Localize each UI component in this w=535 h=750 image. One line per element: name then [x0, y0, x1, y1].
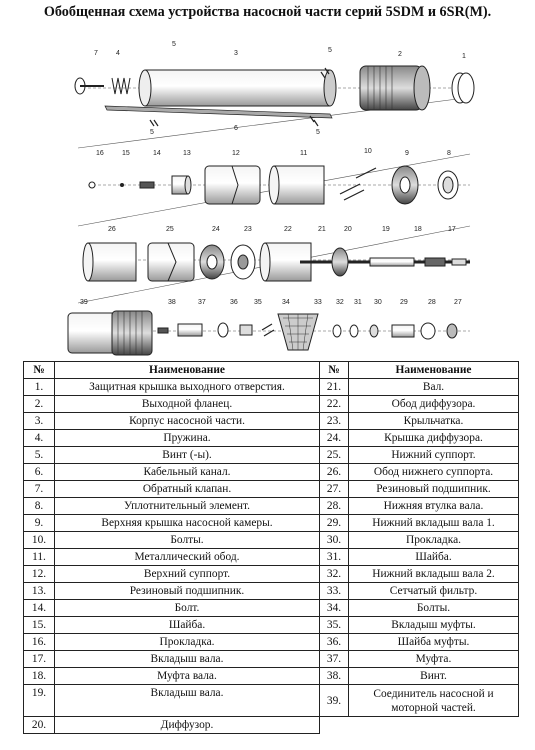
callout-label: 22 [284, 226, 292, 233]
callout-label: 17 [448, 226, 456, 233]
pump-body-part [139, 70, 336, 106]
part-name: Обод диффузора. [349, 396, 519, 413]
callout-label: 4 [116, 50, 120, 57]
part-name: Болт. [55, 600, 320, 617]
part-name: Нижний вкладыш вала 2. [349, 566, 519, 583]
bolts-10-part [340, 168, 376, 200]
part-name: Шайба. [55, 617, 320, 634]
callout-label: 27 [454, 299, 462, 306]
part-number: 12. [24, 566, 55, 583]
callout-label: 5 [328, 47, 332, 54]
table-row [24, 379, 519, 396]
part-name: Кабельный канал. [55, 464, 320, 481]
part-number: 32. [320, 566, 349, 583]
part-name: Корпус насосной части. [55, 413, 320, 430]
bolt-part [140, 182, 154, 188]
screw-part [158, 328, 168, 333]
callout-label: 5 [316, 129, 320, 136]
part-name: Обратный клапан. [55, 481, 320, 498]
callout-label: 2 [398, 51, 402, 58]
part-number: 21. [320, 379, 349, 396]
callout-label: 1 [462, 53, 466, 60]
callout-label: 32 [336, 299, 344, 306]
part-name: Металлический обод. [55, 549, 320, 566]
callout-label: 19 [382, 226, 390, 233]
lower-support-part [148, 243, 194, 281]
callout-label: 7 [94, 50, 98, 57]
part-name: Верхняя крышка насосной камеры. [55, 515, 320, 532]
row-3-parts [83, 243, 470, 281]
part-number: 9. [24, 515, 55, 532]
part-name: Муфта. [349, 651, 519, 668]
callout-label: 11 [300, 150, 308, 157]
part-name: Крышка диффузора. [349, 430, 519, 447]
part-number: 18. [24, 668, 55, 685]
callout-label: 8 [447, 150, 451, 157]
table-row [24, 396, 519, 413]
callout-label: 6 [234, 125, 238, 132]
table-row [24, 634, 519, 651]
part-number: 26. [320, 464, 349, 481]
part-number: 23. [320, 413, 349, 430]
part-number: 3. [24, 413, 55, 430]
part-number: 1. [24, 379, 55, 396]
part-number: 15. [24, 617, 55, 634]
callout-label: 23 [244, 226, 252, 233]
callout-label: 28 [428, 299, 436, 306]
part-name: Крыльчатка. [349, 413, 519, 430]
seal-element-part [438, 171, 458, 199]
callout-label: 9 [405, 150, 409, 157]
part-name: Прокладка. [55, 634, 320, 651]
table-row [24, 583, 519, 600]
part-number: 13. [24, 583, 55, 600]
mesh-filter-part [278, 314, 318, 350]
part-number: 28. [320, 498, 349, 515]
part-number: 35. [320, 617, 349, 634]
table-row [24, 532, 519, 549]
callout-label: 25 [166, 226, 174, 233]
part-number: 37. [320, 651, 349, 668]
table-row [24, 498, 519, 515]
lower-liner-1-part [392, 325, 414, 337]
connector-part [68, 311, 152, 355]
part-name: Вкладыш вала. [55, 685, 320, 717]
table-row [24, 651, 519, 668]
part-name: Шайба. [349, 549, 519, 566]
column-header: Наименование [55, 362, 320, 379]
protective-cap-part [452, 73, 474, 103]
coupling-part [178, 324, 202, 336]
diffuser-cap-part [200, 245, 224, 279]
part-number: 27. [320, 481, 349, 498]
empty-cell [320, 717, 519, 734]
callout-label: 14 [153, 150, 161, 157]
part-name: Нижний суппорт. [349, 447, 519, 464]
callout-label: 33 [314, 299, 322, 306]
part-name: Верхний суппорт. [55, 566, 320, 583]
shaft-insert-part [452, 259, 466, 265]
page-title: Обобщенная схема устройства насосной части серий 5SDM и 6SR(M). [43, 4, 492, 20]
callout-label: 20 [344, 226, 352, 233]
gasket-30-part [370, 325, 378, 337]
lower-liner-2-part [333, 325, 341, 337]
diffuser-part [332, 248, 348, 276]
part-number: 25. [320, 447, 349, 464]
part-number: 6. [24, 464, 55, 481]
part-number: 19. [24, 685, 55, 717]
part-number: 10. [24, 532, 55, 549]
part-number: 24. [320, 430, 349, 447]
part-number: 20. [24, 717, 55, 734]
part-number: 7. [24, 481, 55, 498]
part-number: 33. [320, 583, 349, 600]
callout-label: 36 [230, 299, 238, 306]
metal-rim-part [269, 166, 324, 204]
part-name: Винт. [349, 668, 519, 685]
callout-label: 26 [108, 226, 116, 233]
part-name: Пружина. [55, 430, 320, 447]
part-name: Винт (-ы). [55, 447, 320, 464]
callout-label: 5 [172, 41, 176, 48]
part-name: Муфта вала. [55, 668, 320, 685]
part-number: 31. [320, 549, 349, 566]
rubber-bearing-part [172, 176, 191, 194]
part-name: Диффузор. [55, 717, 320, 734]
exploded-pump-diagram [0, 28, 535, 358]
part-name: Прокладка. [349, 532, 519, 549]
upper-support-part [205, 166, 260, 204]
callout-label: 24 [212, 226, 220, 233]
part-number: 29. [320, 515, 349, 532]
callout-label: 3 [234, 50, 238, 57]
callout-label: 31 [354, 299, 362, 306]
table-row [24, 464, 519, 481]
coupling-washer-part [218, 323, 228, 337]
part-number: 8. [24, 498, 55, 515]
table-row [24, 685, 519, 717]
check-valve-part [75, 78, 104, 94]
part-name: Вкладыш вала. [55, 651, 320, 668]
table-row [24, 617, 519, 634]
part-name: Соединитель насосной и моторной частей. [349, 685, 519, 717]
callout-label: 21 [318, 226, 326, 233]
part-name: Уплотнительный элемент. [55, 498, 320, 515]
part-name: Обод нижнего суппорта. [349, 464, 519, 481]
part-number: 39. [320, 685, 349, 717]
callout-label: 39 [80, 299, 88, 306]
part-name: Сетчатый фильтр. [349, 583, 519, 600]
callout-label: 29 [400, 299, 408, 306]
part-name: Шайба муфты. [349, 634, 519, 651]
part-number: 22. [320, 396, 349, 413]
part-name: Вал. [349, 379, 519, 396]
column-header: № [320, 362, 349, 379]
shaft-coupling-part [425, 258, 445, 266]
part-name: Болты. [349, 600, 519, 617]
part-number: 38. [320, 668, 349, 685]
washer-part [120, 183, 124, 187]
part-number: 30. [320, 532, 349, 549]
part-name: Нижняя втулка вала. [349, 498, 519, 515]
lower-support-rim-part [83, 243, 136, 281]
coupling-insert-part [240, 325, 252, 335]
callout-label: 38 [168, 299, 176, 306]
impeller-part [231, 245, 255, 279]
callout-label: 18 [414, 226, 422, 233]
part-number: 14. [24, 600, 55, 617]
callout-label: 30 [374, 299, 382, 306]
table-row [24, 549, 519, 566]
gasket-part [89, 182, 95, 188]
part-name: Защитная крышка выходного отверстия. [55, 379, 320, 396]
column-header: Наименование [349, 362, 519, 379]
lower-bushing-part [421, 323, 435, 339]
row-1-parts [75, 66, 474, 126]
part-number: 4. [24, 430, 55, 447]
part-number: 11. [24, 549, 55, 566]
table-row [24, 717, 519, 734]
callout-label: 13 [183, 150, 191, 157]
part-name: Болты. [55, 532, 320, 549]
column-header: № [24, 362, 55, 379]
table-row [24, 668, 519, 685]
table-row [24, 600, 519, 617]
spring-part [112, 78, 130, 94]
part-number: 17. [24, 651, 55, 668]
table-body [24, 379, 519, 734]
part-name: Выходной фланец. [55, 396, 320, 413]
table-row [24, 566, 519, 583]
outlet-flange-part [360, 66, 430, 110]
callout-label: 10 [364, 148, 372, 155]
bolts-34-part [262, 324, 274, 336]
washer-31-part [350, 325, 358, 337]
row-2-parts [89, 166, 458, 204]
cable-channel-part [105, 106, 332, 118]
part-number: 36. [320, 634, 349, 651]
callout-label: 5 [150, 129, 154, 136]
callout-label: 34 [282, 299, 290, 306]
part-name: Резиновый подшипник. [55, 583, 320, 600]
callout-label: 35 [254, 299, 262, 306]
table-row [24, 515, 519, 532]
top-cover-part [392, 166, 418, 204]
part-number: 16. [24, 634, 55, 651]
part-name: Нижний вкладыш вала 1. [349, 515, 519, 532]
callout-label: 16 [96, 150, 104, 157]
table-row [24, 447, 519, 464]
part-name: Вкладыш муфты. [349, 617, 519, 634]
table-row [24, 430, 519, 447]
table-row [24, 481, 519, 498]
part-name: Резиновый подшипник. [349, 481, 519, 498]
rubber-bearing-27-part [447, 324, 457, 338]
table-header-row [24, 362, 519, 379]
part-number: 2. [24, 396, 55, 413]
shaft-sleeve-part [370, 258, 414, 266]
callout-label: 15 [122, 150, 130, 157]
part-number: 5. [24, 447, 55, 464]
table-row [24, 413, 519, 430]
callout-label: 37 [198, 299, 206, 306]
part-number: 34. [320, 600, 349, 617]
row-4-parts [68, 311, 457, 355]
parts-table [23, 361, 519, 734]
callout-label: 12 [232, 150, 240, 157]
